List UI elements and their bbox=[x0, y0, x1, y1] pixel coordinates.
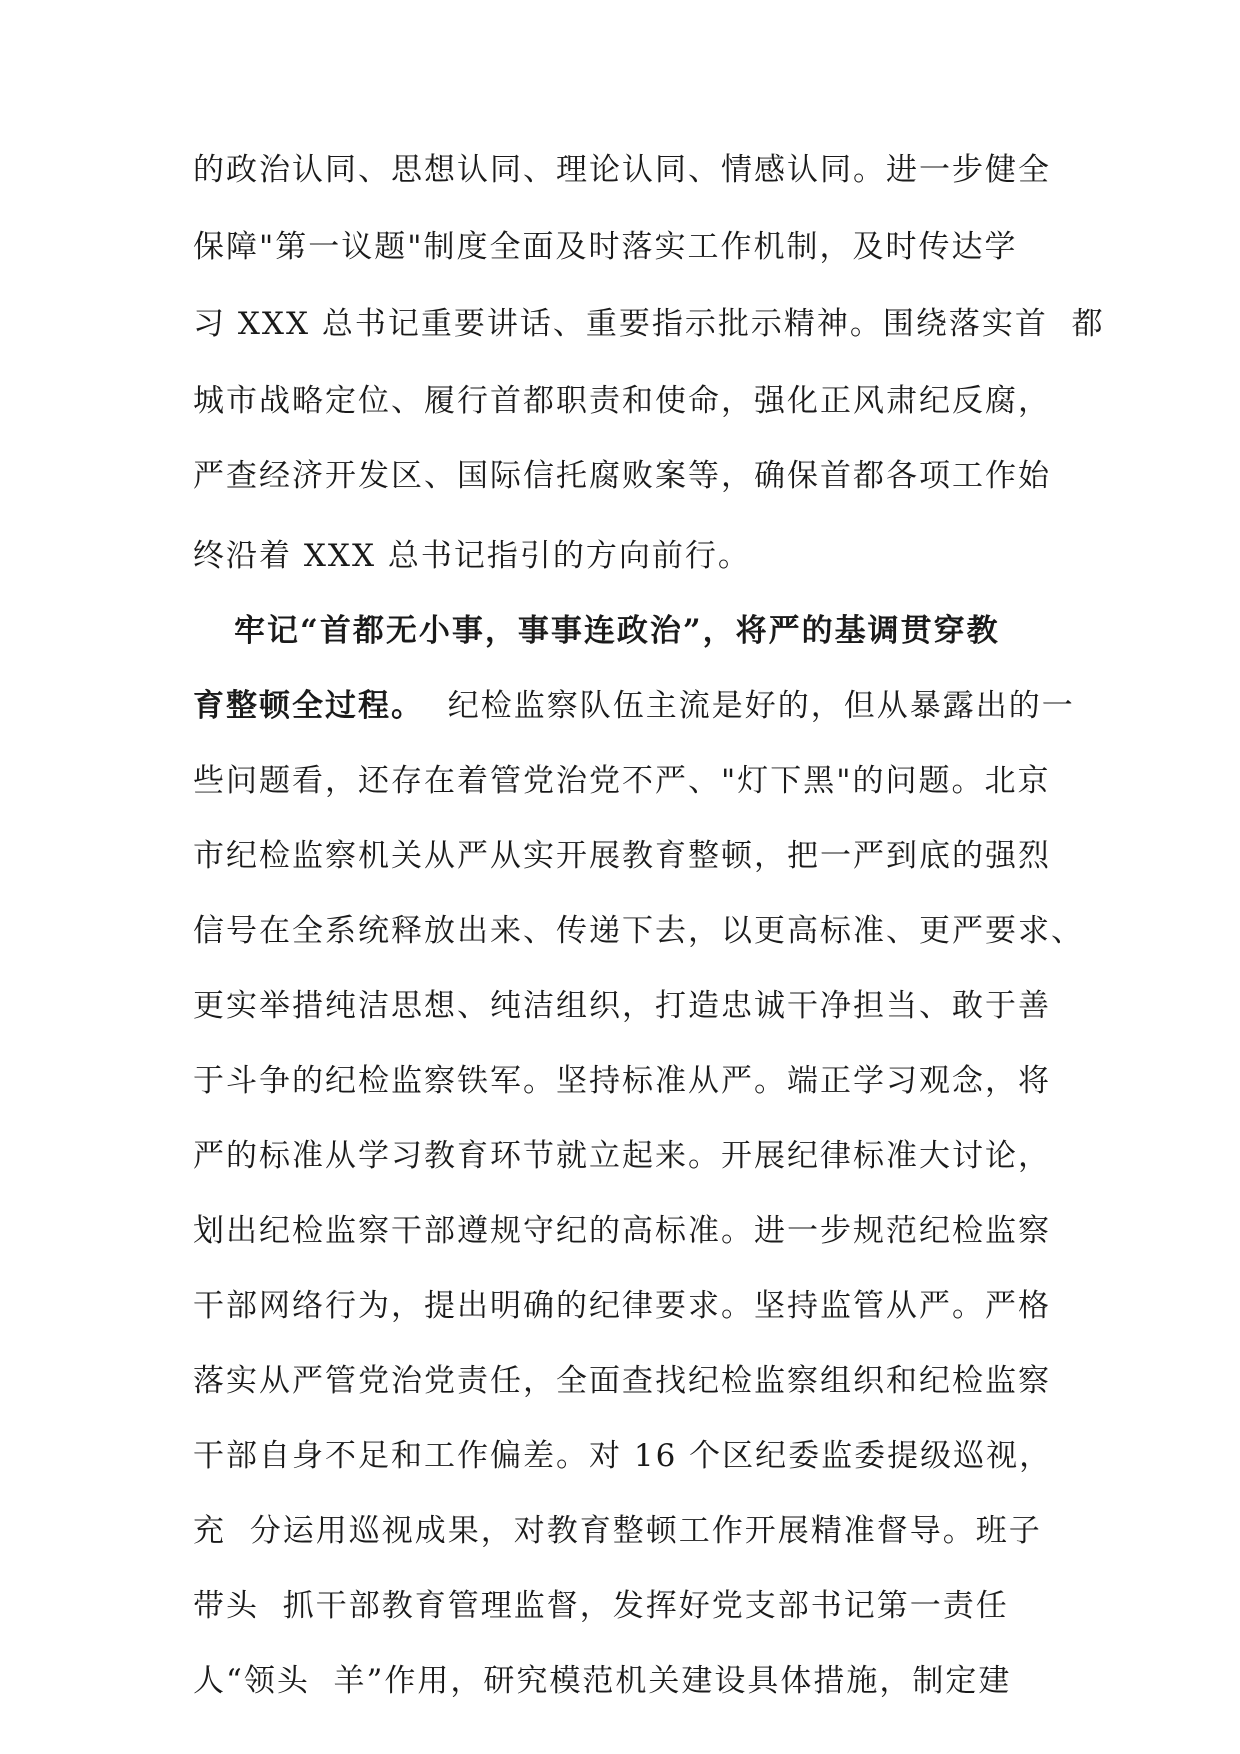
text-line bbox=[193, 686, 1075, 726]
text-line: 于斗争的纪检监察铁军。坚持标准从严。端正学习观念，将 bbox=[193, 1063, 1051, 1099]
text-line: 城市战略定位、履行首都职责和使命，强化正风肃纪反腐， bbox=[193, 383, 1051, 419]
text-line: 严查经济开发区、国际信托腐败案等，确保首都各项工作始 bbox=[193, 458, 1051, 494]
text-line: 人“领头 羊”作用，研究模范机关建设具体措施，制定建 bbox=[193, 1663, 1012, 1699]
text-line: 市纪检监察机关从严从实开展教育整顿，把一严到底的强烈 bbox=[193, 838, 1051, 874]
text-line: 干部网络行为，提出明确的纪律要求。坚持监管从严。严格 bbox=[193, 1288, 1051, 1324]
text-line: 习 XXX 总书记重要讲话、重要指示批示精神。围绕落实首 都 bbox=[193, 306, 1105, 342]
text-run: 纪检监察队伍主流是好的，但从暴露出的一 bbox=[424, 688, 1075, 724]
text-line: 落实从严管党治党责任，全面查找纪检监察组织和纪检监察 bbox=[193, 1363, 1051, 1399]
text-line: 充 分运用巡视成果，对教育整顿工作开展精准督导。班子 bbox=[193, 1513, 1042, 1549]
text-line: 的政治认同、思想认同、理论认同、情感认同。进一步健全 bbox=[193, 152, 1051, 188]
text-line: 干部自身不足和工作偏差。对 16 个区纪委监委提级巡视， bbox=[193, 1438, 1053, 1474]
text-line: 更实举措纯洁思想、纯洁组织，打造忠诚干净担当、敢于善 bbox=[193, 988, 1051, 1024]
text-line: 划出纪检监察干部遵规守纪的高标准。进一步规范纪检监察 bbox=[193, 1213, 1051, 1249]
text-line: 保障"第一议题"制度全面及时落实工作机制，及时传达学 bbox=[193, 229, 1018, 265]
text-line: 终沿着 XXX 总书记指引的方向前行。 bbox=[193, 538, 751, 574]
text-line: 信号在全系统释放出来、传递下去，以更高标准、更严要求、 bbox=[193, 913, 1084, 949]
text-line: 严的标准从学习教育环节就立起来。开展纪律标准大讨论， bbox=[193, 1138, 1051, 1174]
section-heading: 牢记“首都无小事，事事连政治”，将严的基调贯穿教 bbox=[234, 613, 1000, 649]
section-heading-end: 育整顿全过程。 bbox=[193, 688, 424, 724]
text-line: 带头 抓干部教育管理监督，发挥好党支部书记第一责任 bbox=[193, 1588, 1009, 1624]
text-line: 些问题看，还存在着管党治党不严、"灯下黑"的问题。北京 bbox=[193, 763, 1051, 799]
